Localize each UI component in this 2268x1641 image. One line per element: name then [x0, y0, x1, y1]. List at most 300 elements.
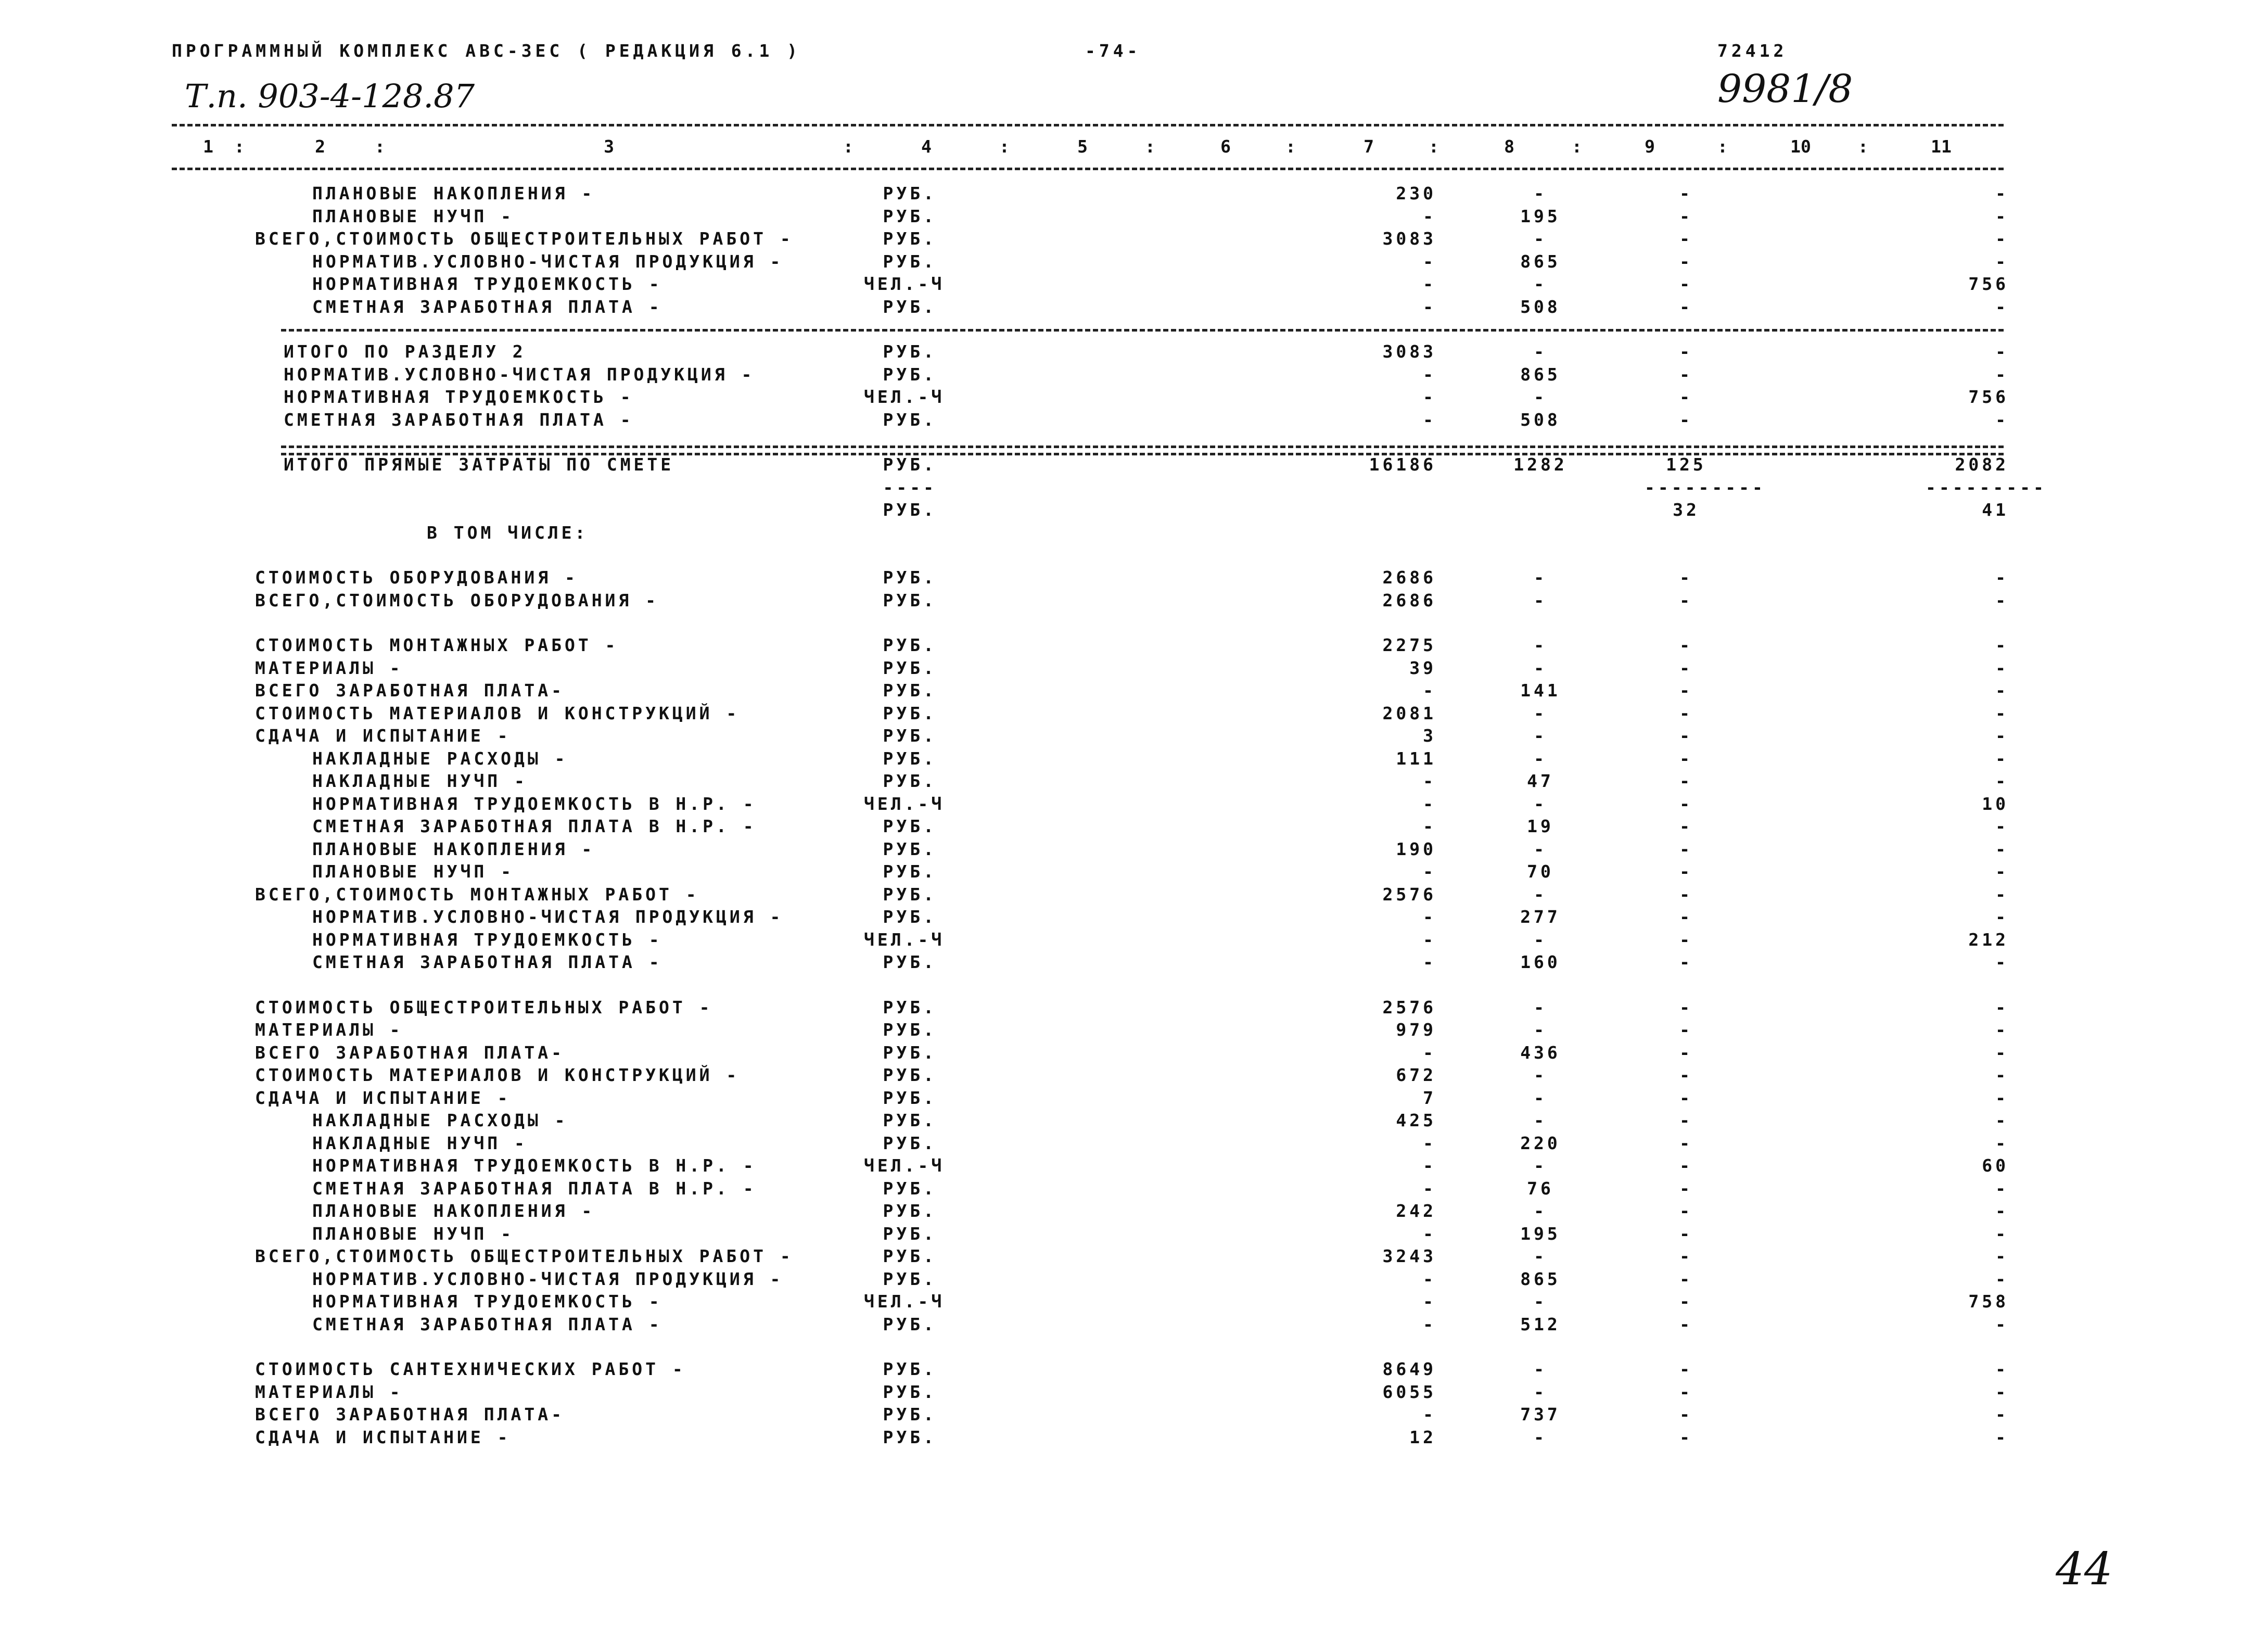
col7-value: 7 [1423, 1088, 1436, 1108]
col7-value: - [1423, 206, 1436, 226]
row-label: МАТЕРИАЛЫ - [255, 1020, 403, 1040]
table-row [0, 1359, 2268, 1382]
col9-value: - [1679, 703, 1693, 723]
row-label: НАКЛАДНЫЕ НУЧП - [312, 771, 528, 791]
col9-value: - [1679, 1110, 1693, 1130]
col7-value: - [1423, 952, 1436, 972]
unit-cell: РУБ. [883, 680, 937, 701]
column-number: 10 [1790, 136, 1811, 157]
col9-value: - [1679, 907, 1693, 927]
table-row [0, 1246, 2268, 1269]
col11-value: - [1995, 816, 2009, 836]
unit-cell: РУБ. [883, 771, 937, 791]
col9-value: - [1679, 1269, 1693, 1289]
unit-cell: РУБ. [883, 567, 937, 588]
row-label: СТОИМОСТЬ МАТЕРИАЛОВ И КОНСТРУКЦИЙ - [255, 1065, 740, 1085]
row-label: ВСЕГО,СТОИМОСТЬ ОБЩЕСТРОИТЕЛЬНЫХ РАБОТ - [255, 1246, 794, 1266]
col7-value: 3 [1423, 726, 1436, 746]
table-row [0, 1404, 2268, 1427]
col9-value: - [1679, 748, 1693, 769]
table-row [0, 410, 2268, 432]
column-separator: : [375, 136, 385, 157]
col8-value: - [1534, 1065, 1547, 1085]
col7-value: 3083 [1382, 341, 1436, 362]
unit-cell: РУБ. [883, 590, 937, 610]
table-row [0, 454, 2268, 477]
table-row [0, 1110, 2268, 1133]
col8-value: - [1534, 387, 1547, 407]
row-label: ИТОГО ПО РАЗДЕЛУ 2 [284, 341, 526, 362]
col11-value: - [1995, 364, 2009, 385]
col11-value: - [1995, 567, 2009, 588]
unit-cell: РУБ. [883, 500, 937, 520]
col11-value: - [1995, 1382, 2009, 1402]
col8-value: - [1534, 1020, 1547, 1040]
col7-value: - [1423, 1178, 1436, 1199]
col7-value: - [1423, 1224, 1436, 1244]
col11-value: - [1995, 1178, 2009, 1199]
col9-value: - [1679, 1133, 1693, 1153]
col7-value: - [1423, 907, 1436, 927]
table-row [0, 183, 2268, 206]
col11-value: - [1995, 1359, 2009, 1379]
unit-cell: ЧЕЛ.-Ч [864, 1155, 945, 1176]
col9-value: - [1679, 771, 1693, 791]
row-label: НАКЛАДНЫЕ РАСХОДЫ - [312, 1110, 568, 1130]
col7-value: 672 [1396, 1065, 1436, 1085]
row-label: СМЕТНАЯ ЗАРАБОТНАЯ ПЛАТА - [284, 410, 634, 430]
col11-value: - [1995, 1042, 2009, 1063]
row-label: СМЕТНАЯ ЗАРАБОТНАЯ ПЛАТА - [312, 952, 662, 972]
col7-value: 2275 [1382, 635, 1436, 655]
col8-value: 865 [1520, 1269, 1561, 1289]
col7-value: 3243 [1382, 1246, 1436, 1266]
col7-value: 230 [1396, 183, 1436, 203]
table-row [0, 1178, 2268, 1201]
col7-value: - [1423, 251, 1436, 272]
column-separator: : [1145, 136, 1155, 157]
col9-value: - [1679, 658, 1693, 678]
unit-cell: РУБ. [883, 183, 937, 203]
row-label: СДАЧА И ИСПЫТАНИЕ - [255, 726, 511, 746]
col7-value: 425 [1396, 1110, 1436, 1130]
unit-cell: ЧЕЛ.-Ч [864, 274, 945, 294]
col7-value: 242 [1396, 1201, 1436, 1221]
column-number: 4 [921, 136, 932, 157]
col9-value: 32 [1673, 500, 1700, 520]
unit-cell: РУБ. [883, 635, 937, 655]
table-row [0, 658, 2268, 681]
col11-value: - [1995, 1224, 2009, 1244]
col8-value: - [1534, 1246, 1547, 1266]
row-label: НОРМАТИВНАЯ ТРУДОЕМКОСТЬ - [312, 930, 662, 950]
row-label: НОРМАТИВНАЯ ТРУДОЕМКОСТЬ - [312, 1291, 662, 1312]
col8-value: 220 [1520, 1133, 1561, 1153]
table-row [0, 297, 2268, 320]
unit-cell: РУБ. [883, 1065, 937, 1085]
unit-cell: РУБ. [883, 1382, 937, 1402]
column-number: 8 [1504, 136, 1514, 157]
col11-value: - [1995, 183, 2009, 203]
col11-value: 212 [1968, 930, 2009, 950]
row-label: ПЛАНОВЫЕ НАКОПЛЕНИЯ - [312, 183, 595, 203]
row-label: ВСЕГО ЗАРАБОТНАЯ ПЛАТА- [255, 680, 565, 701]
table-row [0, 839, 2268, 862]
col9-value: - [1679, 1382, 1693, 1402]
row-label: ВСЕГО,СТОИМОСТЬ МОНТАЖНЫХ РАБОТ - [255, 884, 699, 905]
unit-cell: РУБ. [883, 1269, 937, 1289]
program-title: ПРОГРАММНЫЙ КОМПЛЕКС АВС-ЗЕС ( РЕДАКЦИЯ 6.1 ) [172, 41, 801, 61]
col11-value: - [1995, 410, 2009, 430]
row-label: НОРМАТИВНАЯ ТРУДОЕМКОСТЬ - [312, 274, 662, 294]
unit-cell: РУБ. [883, 839, 937, 859]
row-label: ПЛАНОВЫЕ НАКОПЛЕНИЯ - [312, 1201, 595, 1221]
col11-value: - [1995, 952, 2009, 972]
col11-value: - [1995, 907, 2009, 927]
col7-value: - [1423, 771, 1436, 791]
col8-value: - [1534, 341, 1547, 362]
row-label: ВСЕГО ЗАРАБОТНАЯ ПЛАТА- [255, 1404, 565, 1424]
col11-value: - [1995, 1065, 2009, 1085]
col7-value: - [1423, 274, 1436, 294]
col7-value: - [1423, 387, 1436, 407]
col7-value: - [1423, 680, 1436, 701]
col11-value: - [1995, 635, 2009, 655]
col8-value: - [1534, 274, 1547, 294]
col8-value: 76 [1527, 1178, 1554, 1199]
table-row [0, 930, 2268, 952]
col8-value: 508 [1520, 297, 1561, 317]
table-row [0, 274, 2268, 297]
column-separator: : [1429, 136, 1439, 157]
row-label: В ТОМ ЧИСЛЕ: [427, 523, 589, 543]
unit-cell: ЧЕЛ.-Ч [864, 794, 945, 814]
table-row [0, 1065, 2268, 1088]
col9-value: - [1679, 839, 1693, 859]
table-row [0, 952, 2268, 975]
unit-cell: РУБ. [883, 952, 937, 972]
col11-value: 758 [1968, 1291, 2009, 1312]
row-label: СТОИМОСТЬ САНТЕХНИЧЕСКИХ РАБОТ - [255, 1359, 686, 1379]
col11-value: 60 [1982, 1155, 2009, 1176]
col9-value: - [1679, 590, 1693, 610]
column-number: 5 [1077, 136, 1088, 157]
col11-value: 41 [1982, 500, 2009, 520]
col11-value: - [1995, 726, 2009, 746]
col8-value: 865 [1520, 251, 1561, 272]
unit-cell: РУБ. [883, 1359, 937, 1379]
row-label: СТОИМОСТЬ МАТЕРИАЛОВ И КОНСТРУКЦИЙ - [255, 703, 740, 723]
col9-value: - [1679, 387, 1693, 407]
col11-value: - [1995, 1201, 2009, 1221]
col11-value: - [1995, 1314, 2009, 1334]
col8-value: - [1534, 1088, 1547, 1108]
col8-value: - [1534, 997, 1547, 1017]
col11-value: - [1995, 341, 2009, 362]
col7-value: - [1423, 816, 1436, 836]
col8-value: 141 [1520, 680, 1561, 701]
table-row [0, 907, 2268, 930]
col9-value: - [1679, 1178, 1693, 1199]
col8-value: 436 [1520, 1042, 1561, 1063]
col7-value: 111 [1396, 748, 1436, 769]
col7-value: 2576 [1382, 997, 1436, 1017]
col7-value: - [1423, 297, 1436, 317]
unit-cell: РУБ. [883, 1427, 937, 1447]
column-number: 6 [1220, 136, 1231, 157]
col8-value: - [1534, 1291, 1547, 1312]
row-label: СДАЧА И ИСПЫТАНИЕ - [255, 1427, 511, 1447]
section-rule-3 [281, 453, 2004, 455]
col7-value: - [1423, 1042, 1436, 1063]
unit-cell: РУБ. [883, 1201, 937, 1221]
col8-value: - [1534, 590, 1547, 610]
table-row [0, 1224, 2268, 1246]
column-number: 1 [203, 136, 213, 157]
row-label: МАТЕРИАЛЫ - [255, 658, 403, 678]
unit-cell: РУБ. [883, 228, 937, 249]
handwritten-page-number: 44 [2056, 1543, 2113, 1595]
col9-value: - [1679, 567, 1693, 588]
column-separator: : [1285, 136, 1296, 157]
row-label: СТОИМОСТЬ ОБОРУДОВАНИЯ - [255, 567, 578, 588]
col8-value: - [1534, 726, 1547, 746]
col9-value: - [1679, 1404, 1693, 1424]
unit-cell: РУБ. [883, 861, 937, 882]
col7-value: - [1423, 1314, 1436, 1334]
unit-cell: РУБ. [883, 907, 937, 927]
col9-value: - [1679, 410, 1693, 430]
col8-value: - [1534, 1427, 1547, 1447]
col7-value: - [1423, 1155, 1436, 1176]
table-row [0, 387, 2268, 410]
col11-value: - [1995, 680, 2009, 701]
col11-value: - [1995, 1404, 2009, 1424]
table-row [0, 1291, 2268, 1314]
col8-value: - [1534, 1110, 1547, 1130]
col8-value: 47 [1527, 771, 1554, 791]
col11-value: --------- [1926, 477, 2047, 498]
col11-value: - [1995, 590, 2009, 610]
col9-value: - [1679, 1020, 1693, 1040]
col9-value: - [1679, 1065, 1693, 1085]
col9-value: - [1679, 251, 1693, 272]
col11-value: - [1995, 1020, 2009, 1040]
col7-value: - [1423, 410, 1436, 430]
unit-cell: РУБ. [883, 297, 937, 317]
col9-value: - [1679, 816, 1693, 836]
unit-cell: РУБ. [883, 1110, 937, 1130]
col7-value: - [1423, 1404, 1436, 1424]
col9-value: - [1679, 680, 1693, 701]
col11-value: 2082 [1955, 454, 2009, 475]
col11-value: - [1995, 703, 2009, 723]
col8-value: - [1534, 1201, 1547, 1221]
col11-value: 10 [1982, 794, 2009, 814]
col8-value: - [1534, 183, 1547, 203]
unit-cell: РУБ. [883, 1020, 937, 1040]
col9-value: - [1679, 1088, 1693, 1108]
column-separator: : [999, 136, 1010, 157]
col8-value: - [1534, 884, 1547, 905]
col8-value: - [1534, 1155, 1547, 1176]
table-row [0, 1201, 2268, 1224]
table-row [0, 1155, 2268, 1178]
unit-cell: ЧЕЛ.-Ч [864, 387, 945, 407]
row-label: СДАЧА И ИСПЫТАНИЕ - [255, 1088, 511, 1108]
table-row [0, 1020, 2268, 1042]
unit-cell: РУБ. [883, 341, 937, 362]
col8-value: - [1534, 703, 1547, 723]
table-row [0, 590, 2268, 613]
unit-cell: ЧЕЛ.-Ч [864, 930, 945, 950]
col7-value: 2576 [1382, 884, 1436, 905]
col11-value: - [1995, 206, 2009, 226]
col9-value: - [1679, 861, 1693, 882]
col11-value: - [1995, 658, 2009, 678]
row-label: ИТОГО ПРЯМЫЕ ЗАТРАТЫ ПО СМЕТЕ [284, 454, 674, 475]
col8-value: 277 [1520, 907, 1561, 927]
unit-cell: РУБ. [883, 703, 937, 723]
row-label: ПЛАНОВЫЕ НУЧП - [312, 861, 515, 882]
row-label: ВСЕГО ЗАРАБОТНАЯ ПЛАТА- [255, 1042, 565, 1063]
column-separator: : [1717, 136, 1728, 157]
col8-value: - [1534, 567, 1547, 588]
unit-cell: РУБ. [883, 1246, 937, 1266]
col9-value: - [1679, 364, 1693, 385]
col11-value: - [1995, 839, 2009, 859]
row-label: ПЛАНОВЫЕ НУЧП - [312, 1224, 515, 1244]
document-code: 72412 [1717, 41, 1788, 61]
col11-value: - [1995, 997, 2009, 1017]
col9-value: - [1679, 206, 1693, 226]
row-label: ПЛАНОВЫЕ НУЧП - [312, 206, 515, 226]
unit-cell: РУБ. [883, 658, 937, 678]
col7-value: 2081 [1382, 703, 1436, 723]
col8-value: - [1534, 1359, 1547, 1379]
column-number: 7 [1364, 136, 1374, 157]
col7-value: 39 [1409, 658, 1436, 678]
col11-value: - [1995, 1133, 2009, 1153]
row-label: МАТЕРИАЛЫ - [255, 1382, 403, 1402]
col11-value: - [1995, 297, 2009, 317]
row-label: ПЛАНОВЫЕ НАКОПЛЕНИЯ - [312, 839, 595, 859]
column-separator: : [1572, 136, 1582, 157]
col9-value: - [1679, 1359, 1693, 1379]
col7-value: - [1423, 1291, 1436, 1312]
col7-value: - [1423, 364, 1436, 385]
column-separator: : [843, 136, 853, 157]
section-rule-1 [281, 329, 2004, 332]
col7-value: 190 [1396, 839, 1436, 859]
table-row [0, 726, 2268, 748]
unit-cell: РУБ. [883, 748, 937, 769]
table-row [0, 206, 2268, 229]
unit-cell: РУБ. [883, 206, 937, 226]
col9-value: - [1679, 341, 1693, 362]
col11-value: - [1995, 251, 2009, 272]
column-separator: : [234, 136, 245, 157]
table-row [0, 1088, 2268, 1111]
table-row [0, 816, 2268, 839]
unit-cell: РУБ. [883, 726, 937, 746]
column-number: 11 [1931, 136, 1952, 157]
col11-value: 756 [1968, 387, 2009, 407]
table-row [0, 228, 2268, 251]
row-label: НОРМАТИВНАЯ ТРУДОЕМКОСТЬ В Н.Р. - [312, 794, 757, 814]
page-number: -74- [1085, 41, 1141, 61]
col11-value: - [1995, 228, 2009, 249]
section-rule-2 [281, 446, 2004, 448]
col11-value: - [1995, 1269, 2009, 1289]
table-row [0, 1427, 2268, 1450]
unit-cell: РУБ. [883, 997, 937, 1017]
col7-value: 3083 [1382, 228, 1436, 249]
column-number: 9 [1645, 136, 1655, 157]
col9-value: - [1679, 1042, 1693, 1063]
archive-number: 9981/8 [1717, 67, 1853, 111]
col8-value: 195 [1520, 206, 1561, 226]
unit-cell: РУБ. [883, 1088, 937, 1108]
col11-value: - [1995, 1088, 2009, 1108]
col9-value: - [1679, 794, 1693, 814]
unit-cell: РУБ. [883, 1224, 937, 1244]
table-row [0, 884, 2268, 907]
col11-value: - [1995, 1110, 2009, 1130]
column-number: 2 [315, 136, 325, 157]
col9-value: - [1679, 1427, 1693, 1447]
table-row [0, 523, 2268, 545]
row-label: СМЕТНАЯ ЗАРАБОТНАЯ ПЛАТА В Н.Р. - [312, 1178, 757, 1199]
table-row [0, 861, 2268, 884]
row-label: СТОИМОСТЬ ОБЩЕСТРОИТЕЛЬНЫХ РАБОТ - [255, 997, 713, 1017]
col7-value: - [1423, 1133, 1436, 1153]
table-row [0, 635, 2268, 658]
col8-value: - [1534, 1382, 1547, 1402]
col9-value: - [1679, 1155, 1693, 1176]
col9-value: - [1679, 297, 1693, 317]
column-number: 3 [604, 136, 614, 157]
col9-value: - [1679, 1246, 1693, 1266]
col9-value: - [1679, 1291, 1693, 1312]
table-row [0, 1042, 2268, 1065]
col8-value: 19 [1527, 816, 1554, 836]
col7-value: 6055 [1382, 1382, 1436, 1402]
table-row [0, 771, 2268, 794]
unit-cell: РУБ. [883, 410, 937, 430]
table-row [0, 1269, 2268, 1292]
col8-value: 508 [1520, 410, 1561, 430]
col9-value: - [1679, 1201, 1693, 1221]
table-row [0, 1382, 2268, 1405]
col9-value: - [1679, 274, 1693, 294]
table-row [0, 997, 2268, 1020]
unit-cell: РУБ. [883, 816, 937, 836]
row-label: СМЕТНАЯ ЗАРАБОТНАЯ ПЛАТА В Н.Р. - [312, 816, 757, 836]
col7-value: 16186 [1369, 454, 1436, 475]
row-label: ВСЕГО,СТОИМОСТЬ ОБОРУДОВАНИЯ - [255, 590, 659, 610]
col9-value: - [1679, 1224, 1693, 1244]
table-row [0, 477, 2268, 500]
col11-value: 756 [1968, 274, 2009, 294]
table-row [0, 794, 2268, 817]
col7-value: 8649 [1382, 1359, 1436, 1379]
col9-value: - [1679, 952, 1693, 972]
col7-value: 2686 [1382, 567, 1436, 588]
unit-cell: РУБ. [883, 884, 937, 905]
col8-value: - [1534, 748, 1547, 769]
col8-value: - [1534, 658, 1547, 678]
